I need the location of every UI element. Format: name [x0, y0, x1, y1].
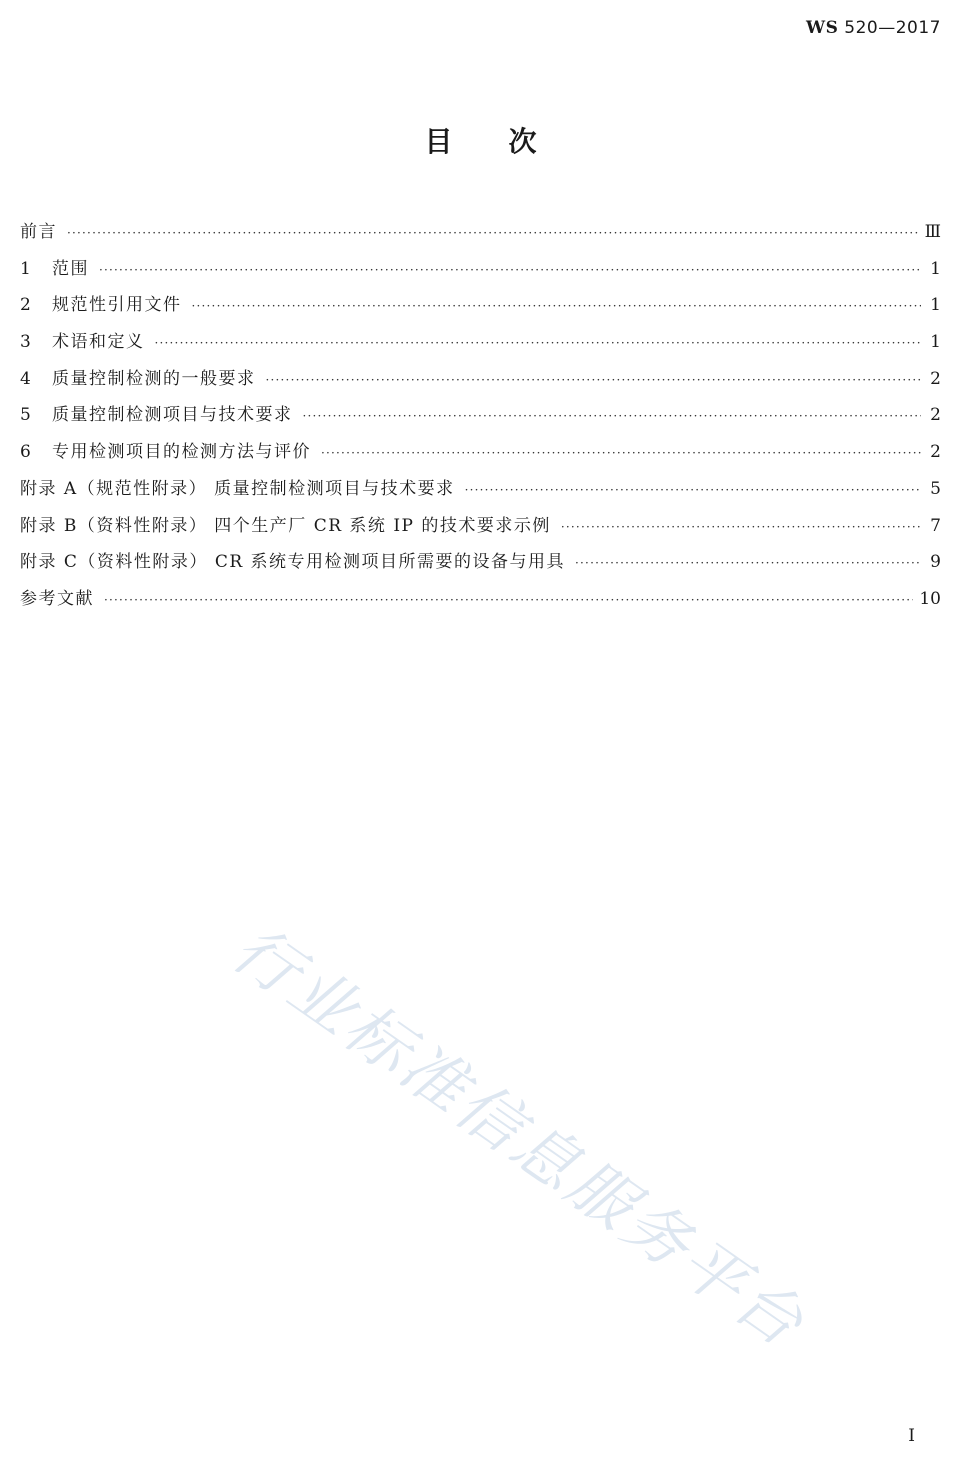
toc-dot-leader — [99, 252, 921, 289]
toc-entry-normative-references[interactable] — [20, 287, 941, 324]
toc-entry-page: 9 — [930, 552, 941, 573]
toc-dot-leader — [266, 362, 922, 399]
table-of-contents — [20, 214, 941, 618]
toc-entry-test-methods[interactable] — [20, 434, 941, 471]
toc-entry-label: 质量控制检测项目与技术要求 — [52, 405, 293, 426]
toc-entry-page: 1 — [930, 332, 941, 353]
toc-entry-number: 5 — [20, 405, 31, 426]
page-title-part2: 次 — [508, 125, 537, 158]
toc-entry-bibliography[interactable] — [20, 581, 941, 618]
standard-code-number: 520—2017 — [844, 18, 941, 38]
page-number: I — [908, 1426, 915, 1446]
toc-entry-appendix-b[interactable] — [20, 508, 941, 545]
toc-entry-number: 3 — [20, 332, 31, 353]
toc-dot-leader — [155, 325, 922, 362]
toc-entry-page: 2 — [930, 442, 941, 463]
toc-entry-page: 1 — [930, 258, 941, 279]
toc-entry-label: 专用检测项目的检测方法与评价 — [52, 442, 311, 463]
toc-entry-scope[interactable] — [20, 251, 941, 288]
toc-entry-terms-definitions[interactable] — [20, 324, 941, 361]
toc-entry-page: 1 — [930, 295, 941, 316]
toc-dot-leader — [575, 545, 921, 582]
toc-entry-test-items[interactable] — [20, 397, 941, 434]
toc-entry-page: 5 — [930, 478, 941, 499]
toc-entry-label: 前言 — [20, 222, 57, 242]
toc-entry-label: 参考文献 — [20, 588, 94, 609]
toc-entry-label: 术语和定义 — [52, 332, 145, 353]
toc-entry-label: 范围 — [52, 258, 89, 279]
toc-entry-label: 附录 C（资料性附录） CR 系统专用检测项目所需要的设备与用具 — [20, 552, 566, 573]
toc-entry-page: 2 — [930, 368, 941, 389]
toc-dot-leader — [303, 398, 922, 435]
watermark: 行业标准信息服务平台 — [218, 912, 819, 1363]
toc-dot-leader — [465, 472, 921, 509]
toc-entry-label: 附录 A（规范性附录） 质量控制检测项目与技术要求 — [20, 478, 455, 499]
standard-code — [806, 18, 941, 38]
toc-entry-label: 规范性引用文件 — [52, 295, 182, 316]
toc-entry-number: 1 — [20, 258, 31, 279]
toc-entry-number: 2 — [20, 295, 31, 316]
toc-entry-page: 7 — [930, 515, 941, 536]
toc-entry-foreword[interactable] — [20, 214, 941, 251]
toc-dot-leader — [104, 582, 913, 619]
toc-dot-leader — [192, 288, 922, 325]
toc-dot-leader — [561, 509, 921, 546]
toc-entry-page: 2 — [930, 405, 941, 426]
toc-entry-number: 6 — [20, 442, 31, 463]
toc-entry-number: 4 — [20, 368, 31, 389]
toc-entry-general-requirements[interactable] — [20, 361, 941, 398]
page-title — [0, 120, 961, 160]
toc-entry-appendix-c[interactable] — [20, 544, 941, 581]
toc-dot-leader — [67, 215, 919, 252]
toc-entry-page: 10 — [919, 588, 941, 609]
standard-code-prefix: WS — [806, 18, 839, 38]
toc-entry-label: 质量控制检测的一般要求 — [52, 368, 256, 389]
toc-entry-page: Ⅲ — [924, 222, 941, 242]
page-title-part1: 目 — [424, 125, 453, 158]
toc-entry-appendix-a[interactable] — [20, 471, 941, 508]
toc-entry-label: 附录 B（资料性附录） 四个生产厂 CR 系统 IP 的技术要求示例 — [20, 515, 551, 536]
toc-dot-leader — [321, 435, 921, 472]
